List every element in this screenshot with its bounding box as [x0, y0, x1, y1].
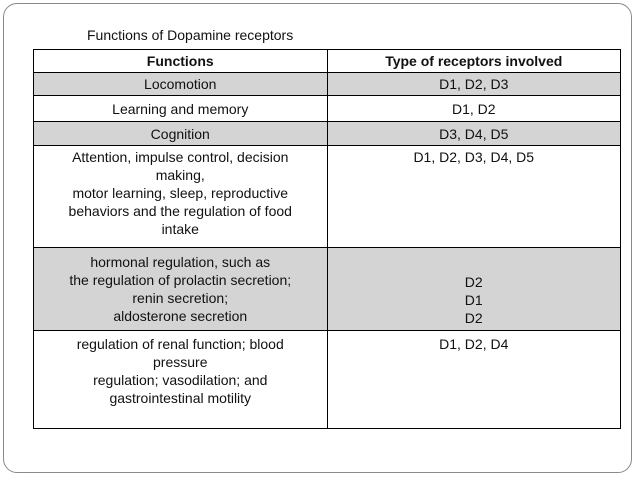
receptor-text: D2 — [464, 274, 483, 290]
function-cell — [34, 331, 328, 429]
function-text: Attention, impulse control, decision — [72, 149, 289, 165]
table-body — [34, 73, 621, 429]
receptor-cell — [327, 248, 621, 331]
function-text: behaviors and the regulation of food — [68, 203, 292, 219]
receptor-text: D3, D4, D5 — [439, 125, 509, 142]
function-text: hormonal regulation, such as — [90, 254, 271, 270]
function-text: regulation of renal function; blood — [76, 336, 284, 352]
table-row — [34, 248, 621, 331]
receptor-text: D2 — [464, 310, 483, 326]
dopamine-receptor-table — [33, 49, 621, 429]
table-row — [34, 146, 621, 248]
header-functions: Functions — [34, 50, 328, 73]
receptor-text: D1, D2, D4 — [439, 336, 509, 352]
receptor-text: D1 — [464, 292, 483, 308]
function-text: regulation; vasodilation; and — [93, 372, 268, 388]
function-cell — [34, 122, 328, 146]
function-cell — [34, 146, 328, 248]
receptor-cell — [327, 331, 621, 429]
function-text: motor learning, sleep, reproductive — [72, 185, 289, 201]
function-text: renin secretion; — [132, 290, 229, 306]
receptor-cell — [327, 122, 621, 146]
receptor-text: D1, D2 — [451, 100, 496, 117]
function-text: Cognition — [150, 125, 210, 142]
function-text: intake — [161, 221, 199, 237]
table-row — [34, 96, 621, 122]
function-text: gastrointestinal motility — [109, 390, 252, 406]
receptor-text: D1, D2, D3 — [439, 76, 509, 92]
function-cell — [34, 248, 328, 331]
function-cell — [34, 96, 328, 122]
header-receptor-types: Type of receptors involved — [327, 50, 621, 73]
function-text: Locomotion — [144, 76, 217, 92]
receptor-cell — [327, 146, 621, 248]
function-cell — [34, 73, 328, 96]
function-text: making, — [155, 167, 205, 183]
function-text: the regulation of prolactin secretion; — [69, 272, 292, 288]
table-row — [34, 73, 621, 96]
receptor-cell — [327, 73, 621, 96]
receptor-cell — [327, 96, 621, 122]
table-row — [34, 331, 621, 429]
table-row — [34, 122, 621, 146]
table-caption: Functions of Dopamine receptors — [87, 27, 294, 43]
function-text: pressure — [153, 354, 208, 370]
receptor-text: D1, D2, D3, D4, D5 — [413, 149, 535, 165]
function-text: Learning and memory — [112, 100, 249, 117]
header-row — [34, 50, 621, 73]
function-text: aldosterone secretion — [113, 308, 248, 324]
